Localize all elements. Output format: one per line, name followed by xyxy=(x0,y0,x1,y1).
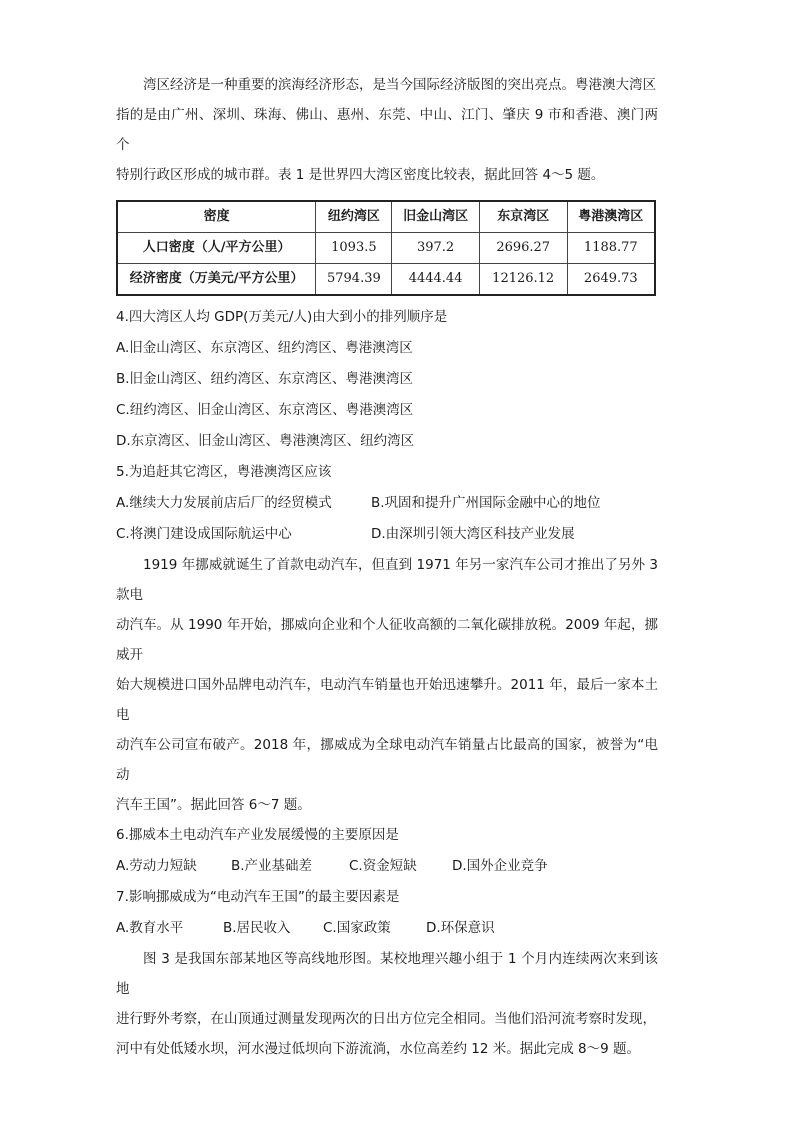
table-row-label: 经济密度（万美元/平方公里） xyxy=(117,264,316,296)
table-row xyxy=(117,233,655,264)
table-cell: 1188.77 xyxy=(567,233,655,264)
question-5-option-b: B.巩固和提升广州国际金融中心的地位 xyxy=(371,495,601,511)
table-cell: 4444.44 xyxy=(392,264,479,296)
question-4-option-b: B.旧金山湾区、纽约湾区、东京湾区、粤港澳湾区 xyxy=(116,371,414,387)
question-6-option-c: C.资金短缺 xyxy=(349,858,417,874)
passage-contour-map xyxy=(116,944,658,1064)
passage-line: 指的是由广州、深圳、珠海、佛山、惠州、东莞、中山、江门、肇庆 9 市和香港、澳门两个 xyxy=(116,107,658,153)
question-6-stem: 6.挪威本土电动汽车产业发展缓慢的主要原因是 xyxy=(116,827,399,843)
question-5-option-c: C.将澳门建设成国际航运中心 xyxy=(116,526,292,542)
passage-line: 动汽车公司宣布破产。2018 年，挪威成为全球电动汽车销量占比最高的国家，被誉为“电动 xyxy=(116,737,658,783)
passage-line: 动汽车。从 1990 年开始，挪威向企业和个人征收高额的二氧化碳排放税。2009 年起，挪威开 xyxy=(116,617,658,663)
question-7-option-b: B.居民收入 xyxy=(223,920,291,936)
table-cell: 1093.5 xyxy=(316,233,392,264)
question-7-option-a: A.教育水平 xyxy=(116,920,184,936)
document-page xyxy=(116,70,658,1064)
table-header-cell: 密度 xyxy=(117,201,316,233)
question-5-option-d: D.由深圳引领大湾区科技产业发展 xyxy=(371,526,575,542)
density-table xyxy=(116,200,656,296)
passage-line: 河中有处低矮水坝，河水漫过低坝向下游流淌，水位高差约 12 米。据此完成 8～9 题。 xyxy=(116,1041,641,1057)
passage-bay-area xyxy=(116,70,658,190)
question-4-stem: 4.四大湾区人均 GDP(万美元/人)由大到小的排列顺序是 xyxy=(116,309,448,325)
question-4-option-c: C.纽约湾区、旧金山湾区、东京湾区、粤港澳湾区 xyxy=(116,402,414,418)
passage-line: 始大规模进口国外品牌电动汽车，电动汽车销量也开始迅速攀升。2011 年，最后一家本土电 xyxy=(116,677,658,723)
table-header-cell: 纽约湾区 xyxy=(316,201,392,233)
question-5-stem: 5.为追赶其它湾区，粤港澳湾区应该 xyxy=(116,464,332,480)
question-5-options-row xyxy=(116,488,658,519)
question-5-option-a: A.继续大力发展前店后厂的经贸模式 xyxy=(116,495,332,511)
table-cell: 2649.73 xyxy=(567,264,655,296)
passage-line: 图 3 是我国东部某地区等高线地形图。某校地理兴趣小组于 1 个月内连续两次来到该地 xyxy=(116,951,658,997)
table-header-row xyxy=(117,201,655,233)
question-5-options-row xyxy=(116,519,658,550)
table-cell: 397.2 xyxy=(392,233,479,264)
table-header-cell: 东京湾区 xyxy=(479,201,567,233)
question-7-option-d: D.环保意识 xyxy=(426,920,495,936)
question-7-options-row xyxy=(116,913,658,944)
passage-line: 湾区经济是一种重要的滨海经济形态，是当今国际经济版图的突出亮点。粤港澳大湾区 xyxy=(143,77,656,93)
passage-norway xyxy=(116,550,658,820)
question-4-option-d: D.东京湾区、旧金山湾区、粤港澳湾区、纽约湾区 xyxy=(116,433,415,449)
table-cell: 12126.12 xyxy=(479,264,567,296)
table-cell: 2696.27 xyxy=(479,233,567,264)
table-row xyxy=(117,264,655,296)
question-6-options-row xyxy=(116,851,658,882)
table-cell: 5794.39 xyxy=(316,264,392,296)
question-6-option-a: A.劳动力短缺 xyxy=(116,858,197,874)
passage-line: 汽车王国”。据此回答 6～7 题。 xyxy=(116,797,311,813)
passage-line: 特别行政区形成的城市群。表 1 是世界四大湾区密度比较表，据此回答 4～5 题。 xyxy=(116,167,605,183)
table-row-label: 人口密度（人/平方公里） xyxy=(117,233,316,264)
question-4-option-a: A.旧金山湾区、东京湾区、纽约湾区、粤港澳湾区 xyxy=(116,340,413,356)
question-6-option-b: B.产业基础差 xyxy=(231,858,313,874)
question-6-option-d: D.国外企业竞争 xyxy=(452,858,548,874)
passage-line: 进行野外考察，在山顶通过测量发现两次的日出方位完全相同。当他们沿河流考察时发现， xyxy=(116,1011,656,1027)
table-header-cell: 旧金山湾区 xyxy=(392,201,479,233)
question-7-stem: 7.影响挪威成为“电动汽车王国”的最主要因素是 xyxy=(116,889,400,905)
passage-line: 1919 年挪威就诞生了首款电动汽车，但直到 1971 年另一家汽车公司才推出了另外 3 款电 xyxy=(116,557,658,603)
question-7-option-c: C.国家政策 xyxy=(323,920,391,936)
table-header-cell: 粤港澳湾区 xyxy=(567,201,655,233)
